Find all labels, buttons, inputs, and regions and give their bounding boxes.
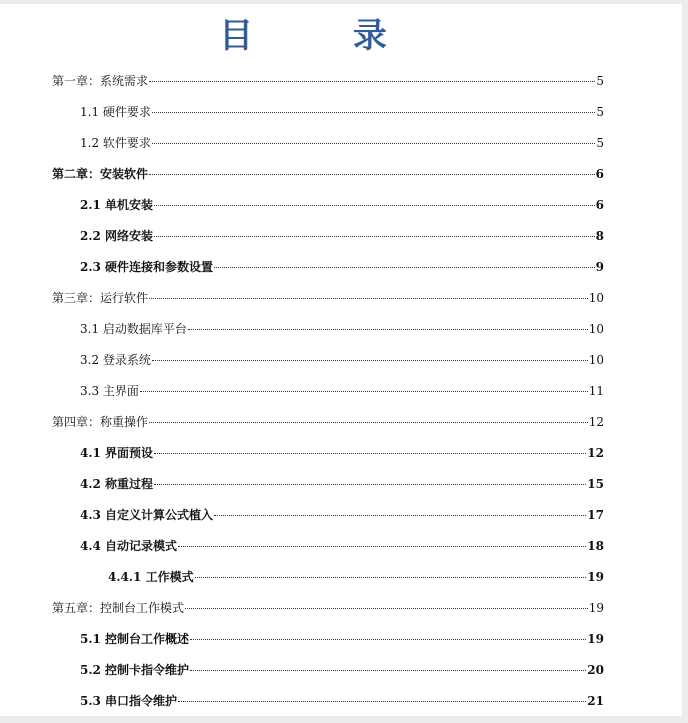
toc-leader-dots (214, 267, 595, 268)
toc-entry[interactable] (80, 692, 604, 710)
toc-leader-dots (214, 515, 586, 516)
toc-entry-page-number: 19 (588, 601, 604, 615)
toc-entry-label: 第三章：运行软件 (52, 291, 149, 305)
toc-entry[interactable] (80, 537, 604, 555)
toc-entry[interactable] (80, 475, 604, 493)
toc-leader-dots (178, 546, 586, 547)
toc-entry[interactable] (52, 165, 604, 183)
toc-entry-label: 4.2 称重过程 (80, 477, 154, 491)
toc-leader-dots (154, 484, 586, 485)
toc-entry-label: 第二章：安装软件 (52, 167, 149, 181)
toc-entry-label: 5.2 控制卡指令维护 (80, 663, 190, 677)
toc-entry-label: 1.1 硬件要求 (80, 105, 151, 119)
toc-leader-dots (190, 639, 586, 640)
toc-entry[interactable] (80, 444, 604, 462)
toc-leader-dots (152, 143, 595, 144)
toc-entry-label: 4.4.1 工作模式 (108, 570, 194, 584)
toc-entry-page-number: 10 (588, 291, 604, 305)
toc-leader-dots (152, 360, 588, 361)
toc-leader-dots (149, 422, 588, 423)
toc-entry[interactable] (80, 506, 604, 524)
toc-entry[interactable] (52, 72, 604, 90)
toc-title: 目 录 (219, 16, 431, 56)
toc-entry[interactable] (80, 630, 604, 648)
toc-entry[interactable] (80, 351, 604, 369)
toc-entry-page-number: 19 (587, 570, 604, 584)
toc-leader-dots (185, 608, 588, 609)
toc-entry-page-number: 17 (587, 508, 604, 522)
toc-leader-dots (140, 391, 588, 392)
toc-entry-page-number: 11 (588, 384, 604, 398)
toc-entry-page-number: 10 (588, 322, 604, 336)
toc-leader-dots (154, 236, 595, 237)
toc-leader-dots (195, 577, 587, 578)
toc-entry-page-number: 6 (595, 167, 604, 181)
toc-entry-label: 第四章：称重操作 (52, 415, 149, 429)
toc-entry-label: 2.3 硬件连接和参数设置 (80, 260, 214, 274)
toc-entry-page-number: 15 (587, 477, 604, 491)
toc-leader-dots (149, 81, 595, 82)
toc-entry[interactable] (80, 661, 604, 679)
toc-leader-dots (154, 205, 595, 206)
toc-leader-dots (149, 174, 595, 175)
toc-entry-page-number: 5 (596, 136, 604, 150)
toc-entry-label: 3.1 启动数据库平台 (80, 322, 187, 336)
toc-leader-dots (154, 453, 586, 454)
toc-leader-dots (178, 701, 586, 702)
toc-entry-page-number: 8 (595, 229, 604, 243)
toc-entry[interactable] (80, 227, 604, 245)
toc-entry-page-number: 5 (596, 105, 604, 119)
toc-entry-page-number: 10 (588, 353, 604, 367)
document-page (0, 4, 682, 716)
toc-entry-label: 4.1 界面预设 (80, 446, 154, 460)
toc-entry-label: 1.2 软件要求 (80, 136, 151, 150)
toc-entry-label: 2.2 网络安装 (80, 229, 154, 243)
toc-entry-label: 3.3 主界面 (80, 384, 139, 398)
toc-entry[interactable] (80, 103, 604, 121)
toc-entry[interactable] (80, 320, 604, 338)
toc-entry-page-number: 12 (587, 446, 604, 460)
toc-leader-dots (190, 670, 586, 671)
toc-leader-dots (149, 298, 588, 299)
toc-entry-label: 第五章：控制台工作模式 (52, 601, 185, 615)
toc-entry-page-number: 6 (595, 198, 604, 212)
toc-leader-dots (188, 329, 588, 330)
toc-entry-label: 4.4 自动记录模式 (80, 539, 178, 553)
toc-entry-page-number: 5 (596, 74, 604, 88)
toc-entry-page-number: 21 (587, 694, 604, 708)
toc-entry-page-number: 19 (587, 632, 604, 646)
toc-entry-label: 2.1 单机安装 (80, 198, 154, 212)
toc-entry-page-number: 12 (588, 415, 604, 429)
toc-entry-label: 3.2 登录系统 (80, 353, 151, 367)
toc-entry-page-number: 18 (587, 539, 604, 553)
toc-entry-label: 4.3 自定义计算公式植入 (80, 508, 214, 522)
toc-leader-dots (152, 112, 595, 113)
toc-entry[interactable] (80, 196, 604, 214)
toc-entry[interactable] (108, 568, 604, 586)
toc-entry-label: 5.1 控制台工作概述 (80, 632, 190, 646)
toc-entry-page-number: 20 (587, 663, 604, 677)
toc-entry[interactable] (52, 413, 604, 431)
toc-entry-label: 第一章：系统需求 (52, 74, 149, 88)
toc-entry-page-number: 9 (595, 260, 604, 274)
toc-entry-label: 5.3 串口指令维护 (80, 694, 178, 708)
toc-entry[interactable] (80, 258, 604, 276)
toc-entry[interactable] (52, 289, 604, 307)
toc-entry[interactable] (52, 599, 604, 617)
toc-entry[interactable] (80, 382, 604, 400)
toc-entry[interactable] (80, 134, 604, 152)
